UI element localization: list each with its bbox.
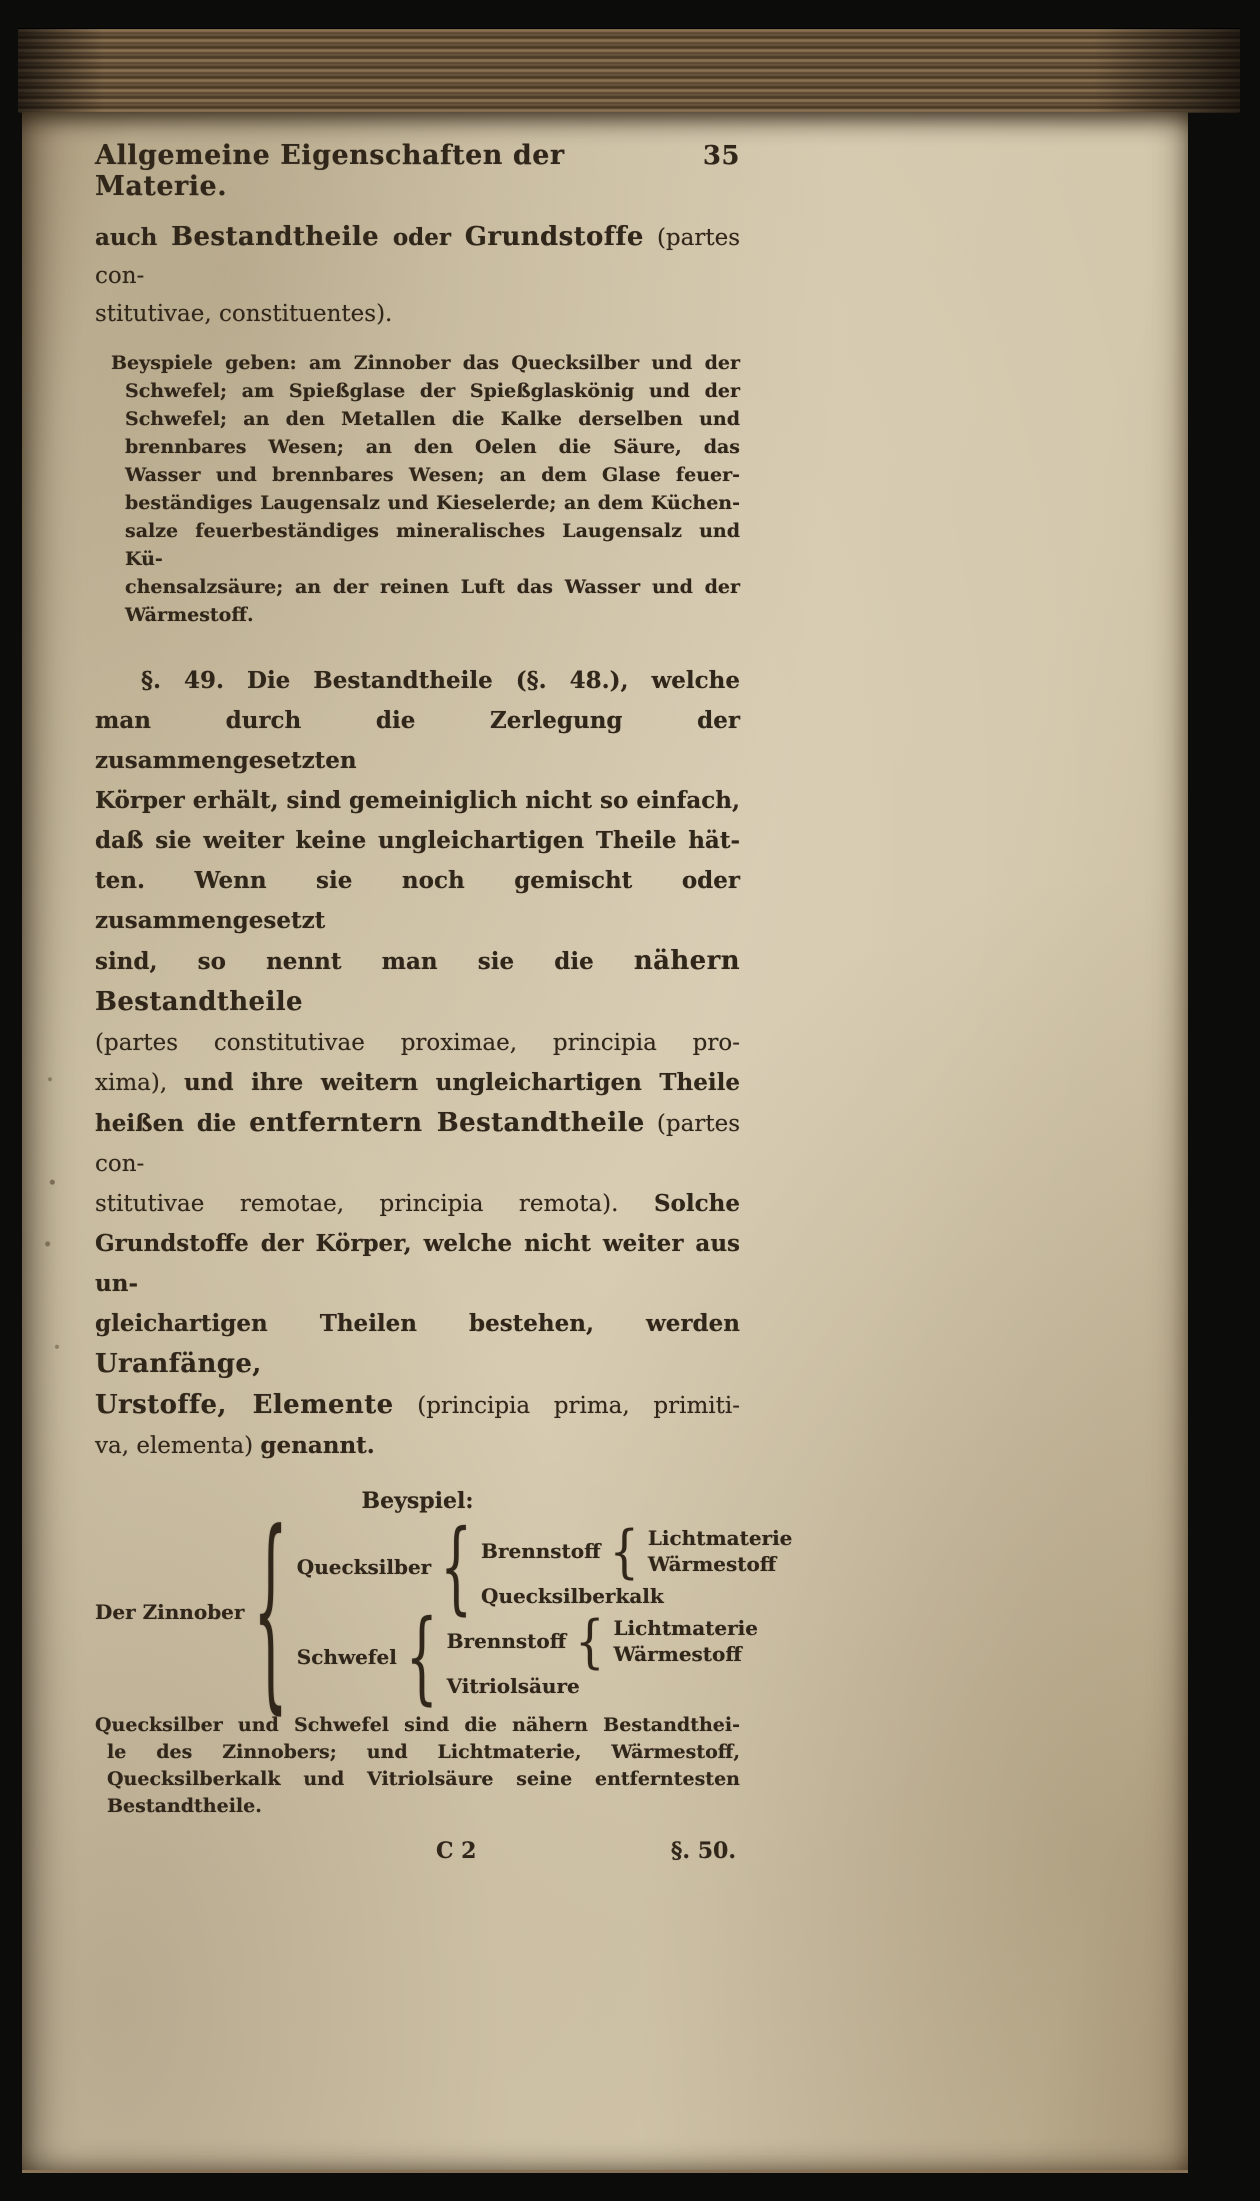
- text-segment: Schwefel; an den Metallen die Kalke derselben und: [125, 408, 740, 430]
- text-segment: Körper erhält, sind gemeiniglich nicht so einfach,: [95, 787, 740, 814]
- text-segment: brennbares Wesen; an den Oelen die Säure, das: [125, 436, 740, 458]
- text-segment: (partes con-: [95, 1111, 740, 1177]
- text-line: [95, 295, 740, 333]
- subbranch-label: Brennstoff: [446, 1629, 567, 1653]
- text-segment: heißen die: [95, 1110, 250, 1137]
- branch-label: Schwefel: [296, 1645, 397, 1669]
- text-segment: Uranfänge,: [95, 1349, 262, 1379]
- text-segment: (partes con-: [95, 225, 741, 289]
- text-line: [95, 781, 740, 821]
- text-segment: le des Zinnobers; und Lichtmaterie, Wärmestoff,: [107, 1741, 740, 1763]
- text-line: [111, 461, 740, 489]
- text-segment: Grundstoffe der Körper, welche nicht weiter aus un-: [95, 1230, 740, 1297]
- text-segment: va, elementa): [95, 1433, 261, 1459]
- text-line: [95, 1426, 740, 1466]
- examples-paragraph: [95, 349, 740, 629]
- text-line: [95, 1103, 740, 1184]
- branch-quecksilber: [296, 1509, 793, 1625]
- text-segment: stitutivae remotae, principia remota).: [95, 1191, 654, 1217]
- signature-mark: C 2: [435, 1838, 477, 1864]
- text-line: [95, 1023, 740, 1063]
- text-line: [95, 661, 740, 701]
- page-footer: [95, 1838, 740, 1870]
- brace-icon: {: [440, 1509, 473, 1625]
- text-line: [111, 377, 740, 405]
- text-segment: Wärmestoff.: [125, 604, 254, 626]
- text-segment: ten. Wenn sie noch gemischt oder zusammengesetzt: [95, 867, 740, 934]
- text-line: [111, 517, 740, 573]
- text-line: [95, 701, 740, 781]
- text-line: [111, 489, 740, 517]
- tree-root-label: Der Zinnober: [95, 1600, 245, 1624]
- text-segment: salze feuerbeständiges mineralisches Laugensalz und Kü-: [125, 520, 740, 570]
- closing-paragraph: [95, 1712, 740, 1820]
- text-line: [95, 1739, 740, 1766]
- text-line: [111, 349, 740, 377]
- beyspiel-heading: Beyspiel:: [361, 1488, 474, 1514]
- text-segment: genannt.: [260, 1432, 375, 1459]
- text-segment: (principia prima, primiti-: [393, 1393, 740, 1419]
- brace-icon: {: [609, 1517, 639, 1585]
- text-segment: Urstoffe, Elemente: [95, 1390, 394, 1420]
- text-line: [95, 1063, 740, 1103]
- subbranch-label: Brennstoff: [481, 1539, 601, 1563]
- text-block: [95, 140, 793, 1870]
- branch-schwefel: [296, 1599, 758, 1715]
- section-49-paragraph: [95, 661, 740, 1466]
- text-line: [95, 861, 740, 941]
- text-segment: gleichartigen Theilen bestehen, werden: [95, 1310, 740, 1337]
- page-title: Allgemeine Eigenschaften der Materie.: [95, 140, 565, 202]
- text-segment: Quecksilberkalk und Vitriolsäure seine entferntesten: [107, 1768, 740, 1790]
- leaf-label: Wärmestoff: [647, 1552, 777, 1576]
- text-line: [111, 573, 740, 601]
- brace-icon: {: [253, 1487, 288, 1733]
- text-line: [111, 405, 740, 433]
- text-line: [95, 941, 740, 1023]
- leaf-label: Lichtmaterie: [647, 1526, 793, 1550]
- text-segment: Bestandtheile: [171, 222, 380, 252]
- text-line: [95, 1385, 740, 1426]
- text-line: [95, 1766, 740, 1793]
- text-segment: xima),: [95, 1070, 184, 1096]
- leaf-label: Vitriolsäure: [446, 1674, 580, 1698]
- text-line: [95, 218, 740, 295]
- text-segment: nähern Bestandtheile: [95, 946, 740, 1017]
- text-segment: (partes constitutivae proximae, principia pro-: [95, 1030, 740, 1056]
- text-segment: Grundstoffe: [464, 222, 644, 252]
- subbranch-brennstoff: [481, 1517, 793, 1585]
- text-segment: §. 49. Die Bestandtheile (§. 48.), welche: [141, 667, 740, 694]
- text-segment: Wasser und brennbares Wesen; an dem Glase feuer-: [125, 464, 740, 486]
- text-line: [95, 1304, 740, 1385]
- brace-icon: {: [575, 1607, 605, 1675]
- text-line: [95, 1224, 740, 1304]
- branch-label: Quecksilber: [296, 1555, 432, 1579]
- text-segment: sind, so nennt man sie die: [95, 948, 634, 975]
- text-segment: auch: [95, 224, 172, 251]
- leaf-label: Quecksilberkalk: [481, 1584, 664, 1608]
- text-line: [111, 601, 740, 629]
- text-segment: beständiges Laugensalz und Kieselerde; an dem Küchen-: [125, 492, 740, 514]
- text-segment: stitutivae, constituentes).: [95, 301, 393, 327]
- subbranch-brennstoff: [446, 1607, 758, 1675]
- text-segment: Solche: [653, 1190, 740, 1217]
- leaf-label: Lichtmaterie: [613, 1616, 758, 1640]
- text-segment: chensalzsäure; an der reinen Luft das Wasser und der: [125, 576, 740, 598]
- text-segment: daß sie weiter keine ungleichartigen Theile hät-: [95, 827, 740, 854]
- running-header: [95, 140, 740, 202]
- book-page-edges: [18, 28, 1240, 113]
- page-number: 35: [702, 141, 740, 171]
- text-line: [95, 1184, 740, 1224]
- intro-paragraph: [95, 218, 740, 333]
- text-segment: man durch die Zerlegung der zusammengesetzten: [95, 707, 740, 774]
- text-line: [95, 1712, 740, 1739]
- text-line: [111, 433, 740, 461]
- text-segment: Bestandtheile.: [107, 1795, 262, 1817]
- text-segment: entferntern Bestandtheile: [249, 1108, 645, 1138]
- text-segment: Schwefel; am Spießglase der Spießglaskönig und der: [125, 380, 740, 402]
- leaf-label: Wärmestoff: [613, 1642, 742, 1666]
- text-segment: Beyspiele geben: am Zinnober das Quecksilber und der: [111, 352, 740, 374]
- text-line: [95, 821, 740, 861]
- brace-icon: {: [405, 1599, 438, 1715]
- catchword: §. 50.: [670, 1838, 736, 1864]
- book-page: [22, 112, 1188, 2173]
- text-line: [95, 1793, 740, 1820]
- text-segment: oder: [379, 224, 465, 251]
- text-segment: und ihre weitern ungleichartigen Theile: [184, 1069, 740, 1096]
- text-segment: Quecksilber und Schwefel sind die nähern Bestandthei-: [95, 1714, 740, 1736]
